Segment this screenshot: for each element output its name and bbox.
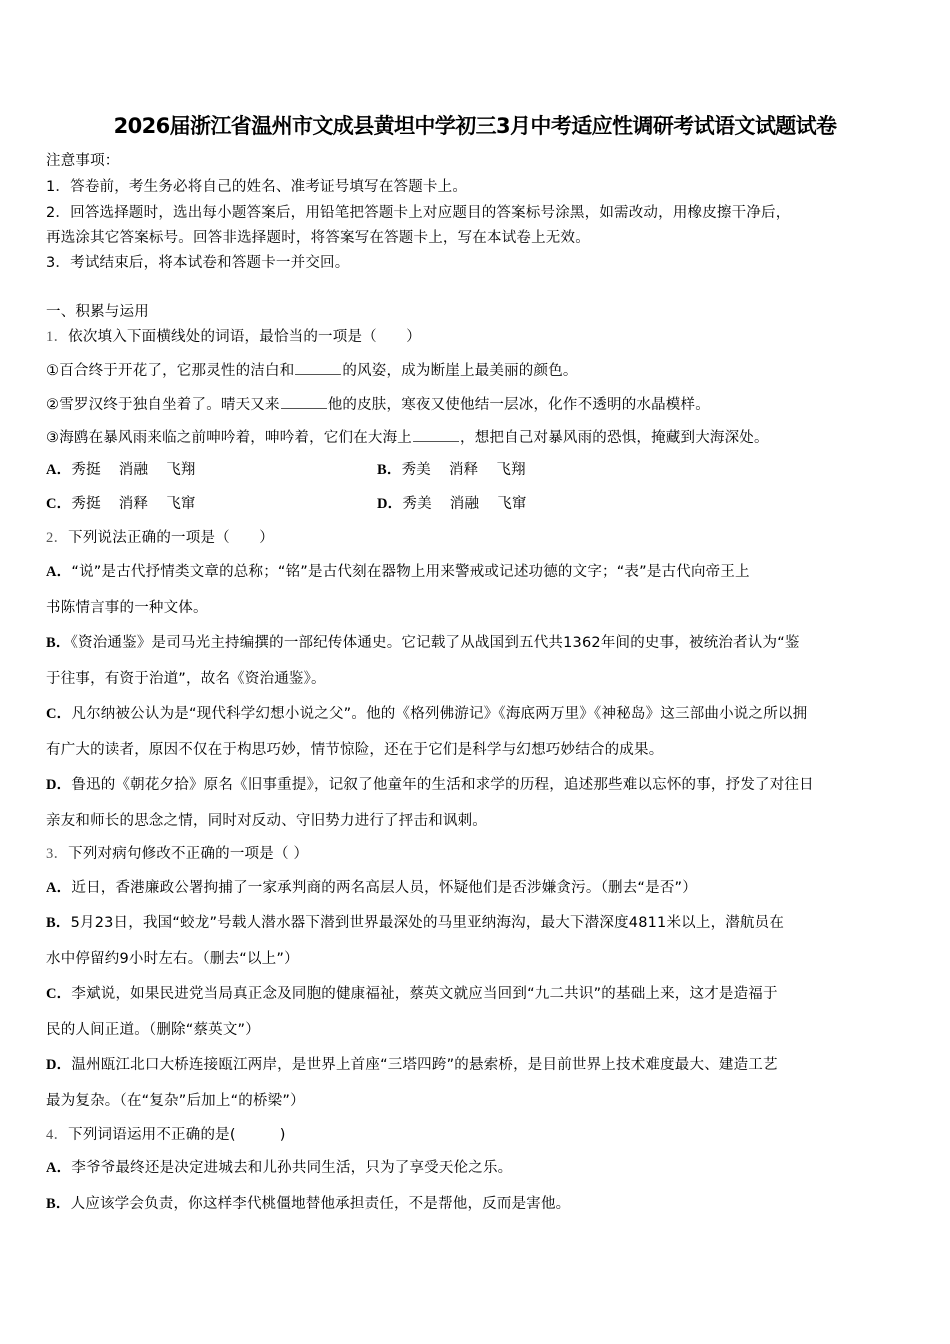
q1-option-a — [46, 460, 196, 480]
fill-blank — [281, 394, 327, 409]
question-1 — [46, 327, 421, 347]
q3-option-b — [46, 913, 784, 933]
q4-option-a — [46, 1158, 512, 1178]
option-text: 李斌说，如果民进党当局真正念及同胞的健康福祉，蔡英文就应当回到“九二共识”的基础上来，这才是造福于 — [71, 986, 778, 1002]
option-word: 秀美 — [401, 462, 431, 478]
question-number: 4． — [46, 1127, 69, 1143]
q3-option-c — [46, 984, 778, 1004]
q2-option-b — [46, 633, 800, 653]
option-text: 5月23日，我国“蛟龙”号载人潜水器下潜到世界最深处的马里亚纳海沟，最大下潜深度4811米以上，潜航员在 — [70, 915, 785, 931]
q2-option-a-cont: 书陈情言事的一种文体。 — [46, 600, 208, 616]
notice-item-2-cont: 再选涂其它答案标号。回答非选择题时，将答案写在答题卡上，写在本试卷上无效。 — [46, 230, 590, 246]
question-stem: 下列词语运用不正确的是( ) — [68, 1127, 286, 1143]
q2-option-a — [46, 562, 750, 582]
q3-option-c-cont: 民的人间正道。（删除“蔡英文”） — [46, 1022, 260, 1038]
option-word: 飞窜 — [166, 496, 196, 512]
option-label: B． — [46, 1196, 71, 1212]
option-label: D． — [377, 496, 403, 512]
q2-option-c-cont: 有广大的读者，原因不仅在于构思巧妙，情节惊险，还在于它们是科学与幻想巧妙结合的成果。 — [46, 742, 664, 758]
notice-item-3: 3．考试结束后，将本试卷和答题卡一并交回。 — [46, 255, 350, 271]
q3-option-d-cont: 最为复杂。（在“复杂”后加上“的桥梁”） — [46, 1093, 305, 1109]
q2-option-d-cont: 亲友和师长的思念之情，同时对反动、守旧势力进行了抨击和讽刺。 — [46, 813, 487, 829]
option-text: 凡尔纳被公认为是“现代科学幻想小说之父”。他的《格列佛游记》《海底两万里》《神秘岛》这三部曲小说之所以拥 — [71, 706, 808, 722]
sentence-text: 的风姿，成为断崖上最美丽的颜色。 — [342, 363, 578, 379]
option-text: “说”是古代抒情类文章的总称；“铭”是古代刻在器物上用来警戒或记述功德的文字；“表”是古代向帝王上 — [71, 564, 750, 580]
option-label: B． — [46, 915, 71, 931]
option-text: 人应该学会负责，你这样李代桃僵地替他承担责任，不是帮他，反而是害他。 — [70, 1196, 571, 1212]
sentence-text: ①百合终于开花了，它那灵性的洁白和 — [46, 363, 295, 379]
fill-blank — [413, 427, 459, 442]
q4-option-b — [46, 1194, 570, 1214]
question-2 — [46, 528, 274, 548]
q1-sentence-3 — [46, 427, 769, 448]
option-word: 消融 — [118, 462, 149, 478]
q3-option-a — [46, 878, 697, 898]
q1-option-c — [46, 494, 196, 514]
notice-item-1: 1．答卷前，考生务必将自己的姓名、准考证号填写在答题卡上。 — [46, 179, 468, 195]
q2-option-c — [46, 704, 807, 724]
option-label: B． — [46, 635, 71, 651]
question-4 — [46, 1125, 286, 1145]
question-stem: 下列说法正确的一项是（ ） — [68, 530, 274, 546]
option-label: A． — [46, 462, 72, 478]
option-word: 秀挺 — [71, 496, 101, 512]
option-label: D． — [46, 1057, 72, 1073]
question-number: 2． — [46, 530, 69, 546]
option-label: A． — [46, 564, 72, 580]
option-label: C． — [46, 706, 72, 722]
option-text: 李爷爷最终还是决定进城去和儿孙共同生活，只为了享受天伦之乐。 — [71, 1160, 513, 1176]
option-label: C． — [46, 496, 72, 512]
option-word: 飞窜 — [497, 496, 527, 512]
fill-blank — [295, 360, 341, 375]
sentence-text: 他的皮肤，寒夜又使他结一层冰，化作不透明的水晶模样。 — [327, 397, 710, 413]
question-3 — [46, 844, 308, 864]
q1-option-d — [377, 494, 527, 514]
option-label: C． — [46, 986, 72, 1002]
q2-option-d — [46, 775, 814, 795]
option-label: B． — [377, 462, 402, 478]
option-word: 消释 — [118, 496, 149, 512]
question-stem: 下列对病句修改不正确的一项是（ ） — [68, 846, 309, 862]
notice-item-2: 2．回答选择题时，选出每小题答案后，用铅笔把答题卡上对应题目的答案标号涂黑，如需改动，用橡皮擦干净后， — [46, 205, 791, 221]
option-word: 消融 — [449, 496, 480, 512]
sentence-text: ，想把自己对暴风雨的恐惧，掩藏到大海深处。 — [460, 430, 769, 446]
q1-option-b — [377, 460, 526, 480]
q2-option-b-cont: 于往事，有资于治道”，故名《资治通鉴》。 — [46, 671, 326, 687]
page-title: 2026届浙江省温州市文成县黄坦中学初三3月中考适应性调研考试语文试题试卷 — [113, 114, 837, 138]
option-word: 飞翔 — [496, 462, 526, 478]
sentence-text: ②雪罗汉终于独自坐着了。晴天又来 — [46, 397, 280, 413]
sentence-text: ③海鸥在暴风雨来临之前呻吟着，呻吟着，它们在大海上 — [46, 430, 412, 446]
option-word: 秀美 — [402, 496, 432, 512]
option-text: 温州瓯江北口大桥连接瓯江两岸，是世界上首座“三塔四跨”的悬索桥，是目前世界上技术难度最大、建造工艺 — [71, 1057, 778, 1073]
option-text: 近日，香港廉政公署拘捕了一家承判商的两名高层人员，怀疑他们是否涉嫌贪污。（删去“是否”） — [71, 880, 697, 896]
q3-option-b-cont: 水中停留约9小时左右。（删去“以上”） — [46, 951, 299, 967]
q1-sentence-1 — [46, 360, 578, 381]
section-heading: 一、积累与运用 — [46, 304, 149, 320]
option-word: 消释 — [448, 462, 479, 478]
option-label: D． — [46, 777, 72, 793]
option-label: A． — [46, 1160, 72, 1176]
notice-heading: 注意事项： — [46, 153, 120, 169]
option-text: 《资治通鉴》是司马光主持编撰的一部纪传体通史。它记载了从战国到五代共1362年间的史事，被统治者认为“鉴 — [70, 635, 800, 651]
q1-sentence-2 — [46, 394, 710, 415]
question-stem: 依次填入下面横线处的词语，最恰当的一项是（ ） — [68, 329, 421, 345]
option-word: 飞翔 — [166, 462, 196, 478]
question-number: 3． — [46, 846, 69, 862]
question-number: 1． — [46, 329, 69, 345]
option-label: A． — [46, 880, 72, 896]
option-word: 秀挺 — [71, 462, 101, 478]
option-text: 鲁迅的《朝花夕拾》原名《旧事重提》，记叙了他童年的生活和求学的历程，追述那些难以忘怀的事，抒发了对往日 — [71, 777, 814, 793]
q3-option-d — [46, 1055, 778, 1075]
